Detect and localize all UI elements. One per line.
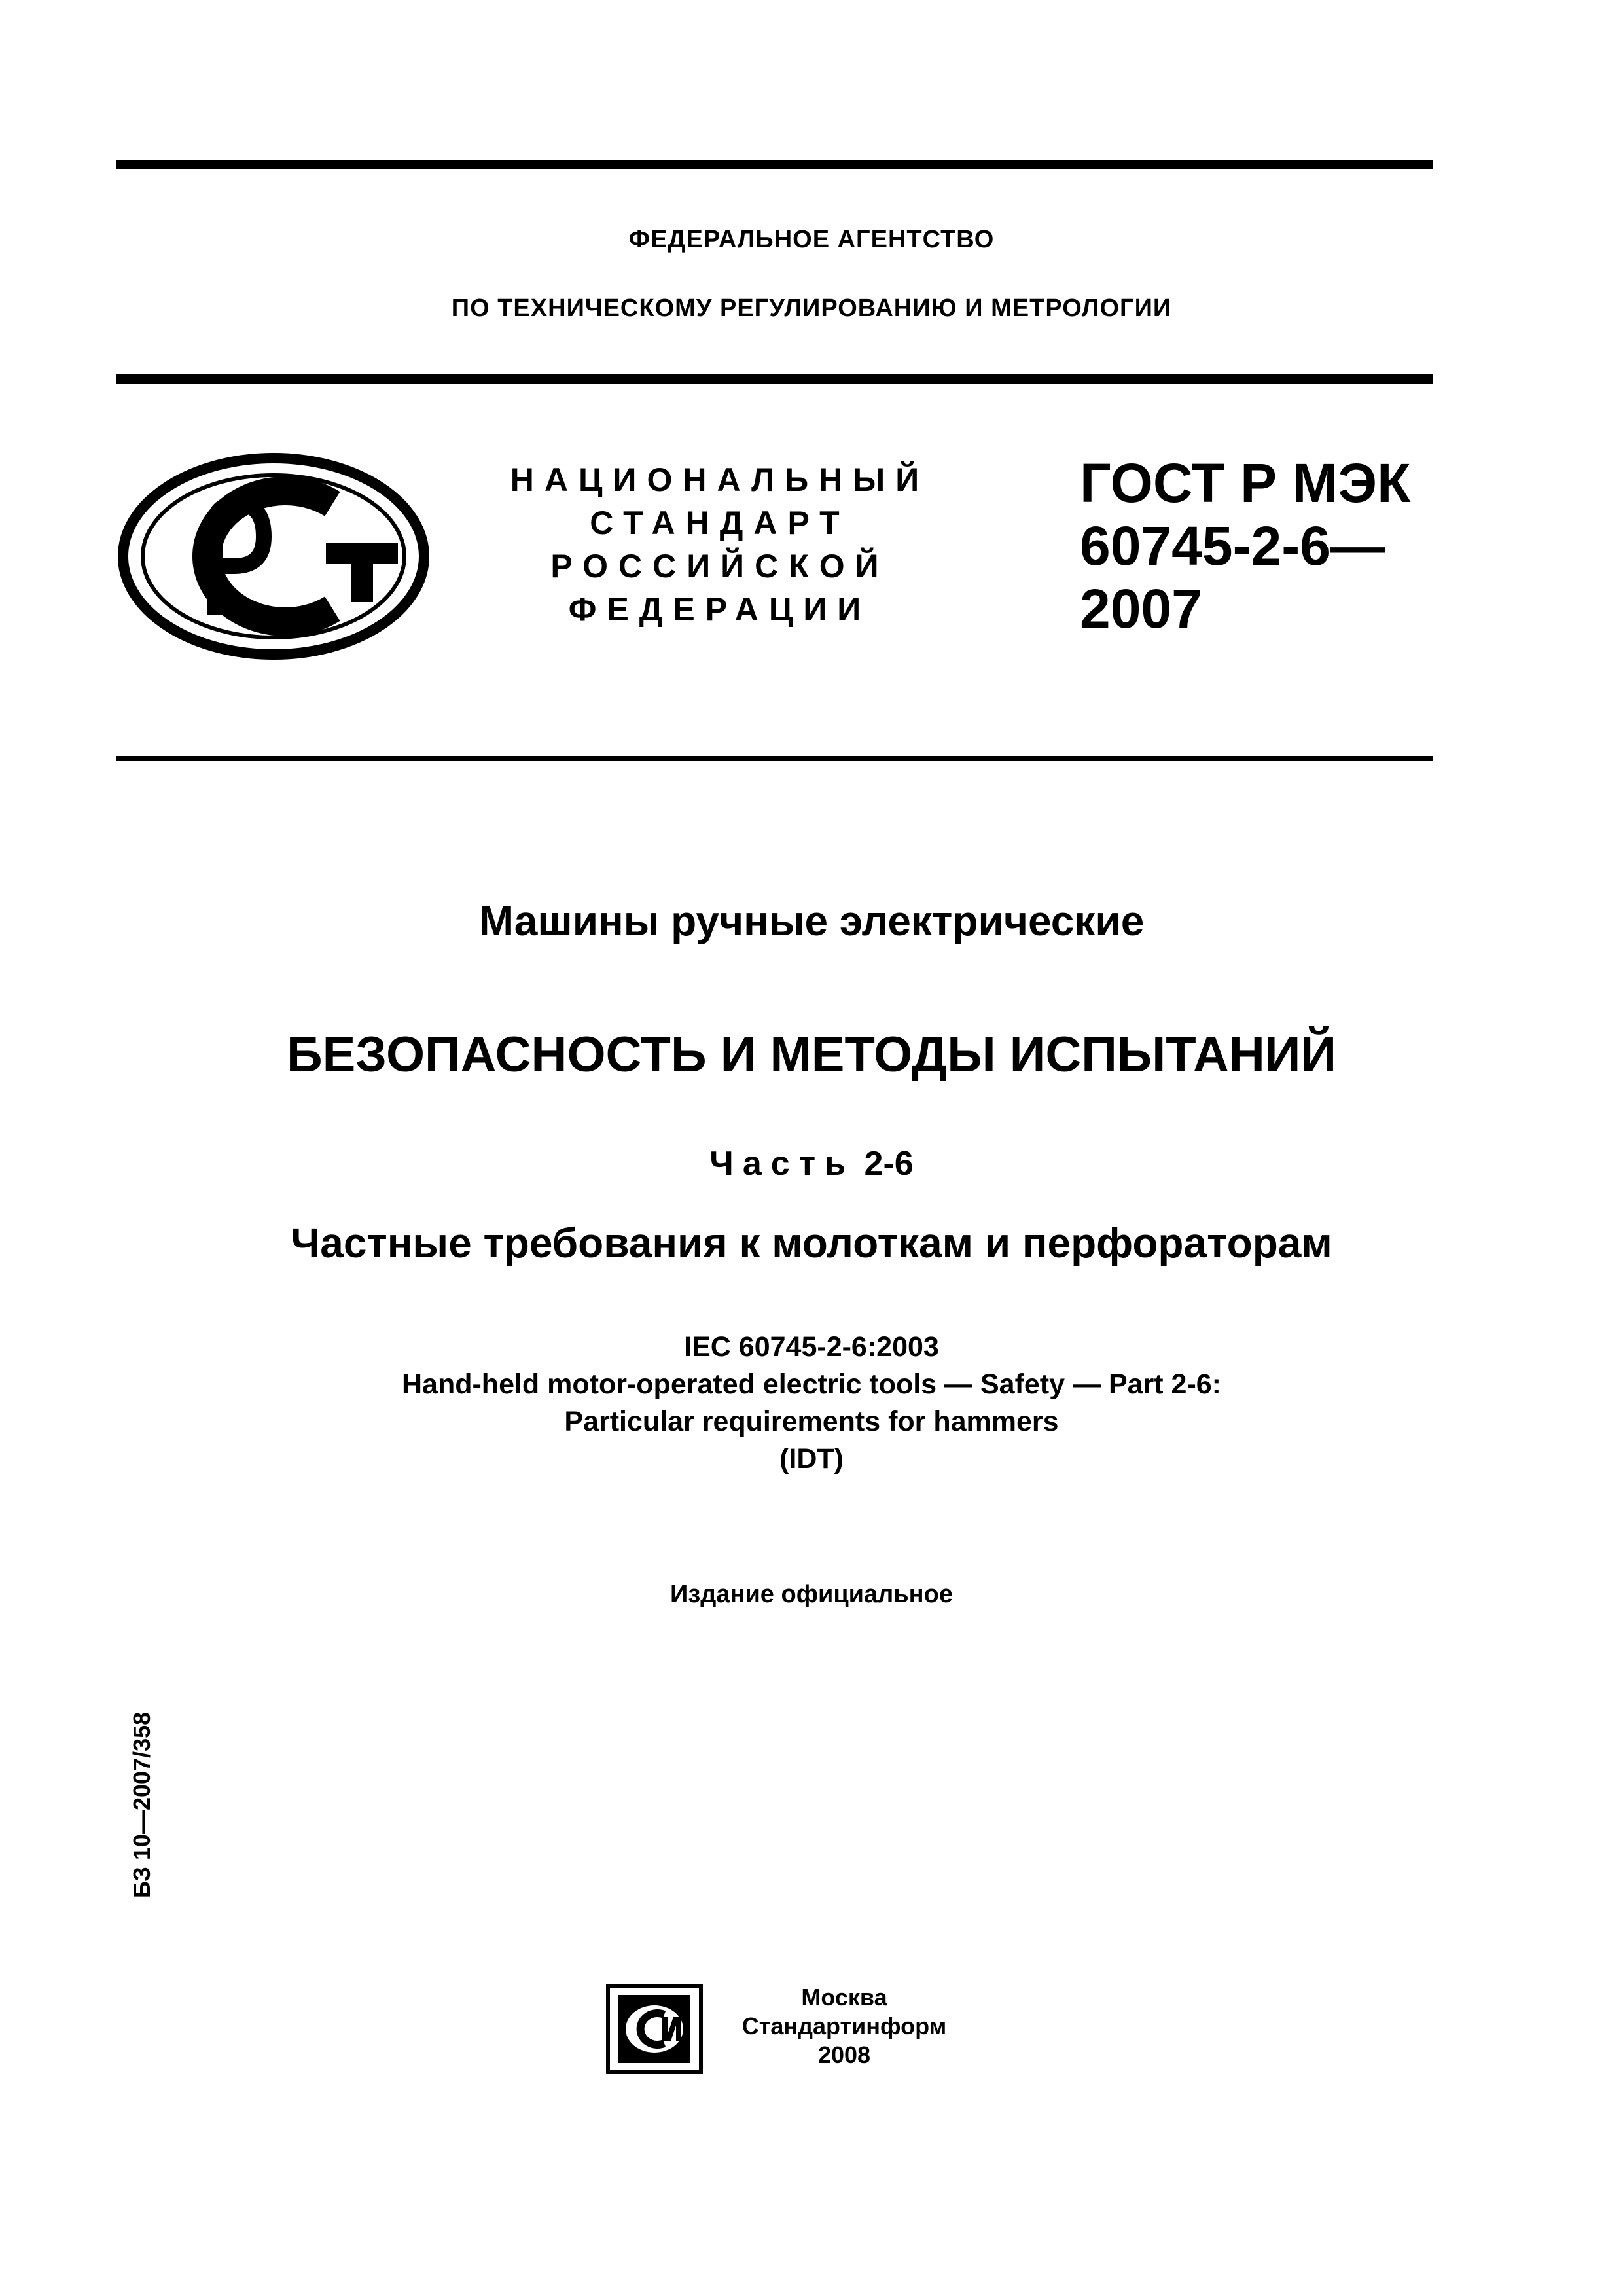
publisher-year: 2008 — [817, 2041, 871, 2068]
national-standard-line-4: ФЕДЕРАЦИИ — [568, 591, 872, 628]
edition-label: Издание официальное — [670, 1581, 953, 1608]
designation-line-1: ГОСТ Р МЭК — [1080, 452, 1411, 514]
publisher-name: Стандартинформ — [741, 2013, 947, 2039]
standard-designation — [1080, 452, 1410, 640]
particular-title: Частные требования к молоткам и перфораторам — [291, 1219, 1332, 1266]
side-code: БЗ 10—2007/358 — [128, 1712, 155, 1898]
agency-line-1: ФЕДЕРАЛЬНОЕ АГЕНТСТВО — [628, 226, 995, 253]
publisher-info — [707, 1983, 982, 2070]
pct-logo-graphic — [116, 452, 431, 661]
national-standard-line-1: НАЦИОНАЛЬНЫЙ — [510, 461, 930, 498]
international-reference — [0, 1329, 1623, 1478]
header-rule — [116, 756, 1433, 761]
national-standard-line-3: РОССИЙСКОЙ — [550, 548, 889, 584]
iec-title-line-3: (IDT) — [779, 1443, 844, 1475]
publisher-city: Москва — [801, 1984, 887, 2011]
iec-title-line-1: Hand-held motor-operated electric tools — Safety — Part 2-6: — [401, 1369, 1222, 1400]
sub-title: БЕЗОПАСНОСТЬ И МЕТОДЫ ИСПЫТАНИЙ — [287, 1027, 1336, 1083]
main-title: Машины ручные электрические — [478, 897, 1145, 944]
top-rule — [116, 160, 1433, 169]
agency-line-2: ПО ТЕХНИЧЕСКОМУ РЕГУЛИРОВАНИЮ И МЕТРОЛОГИИ — [451, 295, 1172, 322]
national-standard-line-2: СТАНДАРТ — [590, 505, 850, 541]
part-number: 2-6 — [864, 1145, 914, 1183]
iec-title-line-2: Particular requirements for hammers — [564, 1406, 1059, 1437]
part-heading — [0, 1144, 1623, 1183]
part-label: Часть — [709, 1145, 855, 1183]
pct-logo — [116, 452, 431, 661]
designation-line-3: 2007 — [1080, 578, 1202, 639]
publisher-logo — [605, 1983, 704, 2075]
designation-line-2: 60745-2-6— — [1080, 515, 1385, 577]
national-standard-label — [497, 458, 942, 631]
iec-code: IEC 60745-2-6:2003 — [684, 1331, 939, 1363]
agency-rule — [116, 374, 1433, 384]
publisher-logo-graphic — [605, 1983, 704, 2075]
